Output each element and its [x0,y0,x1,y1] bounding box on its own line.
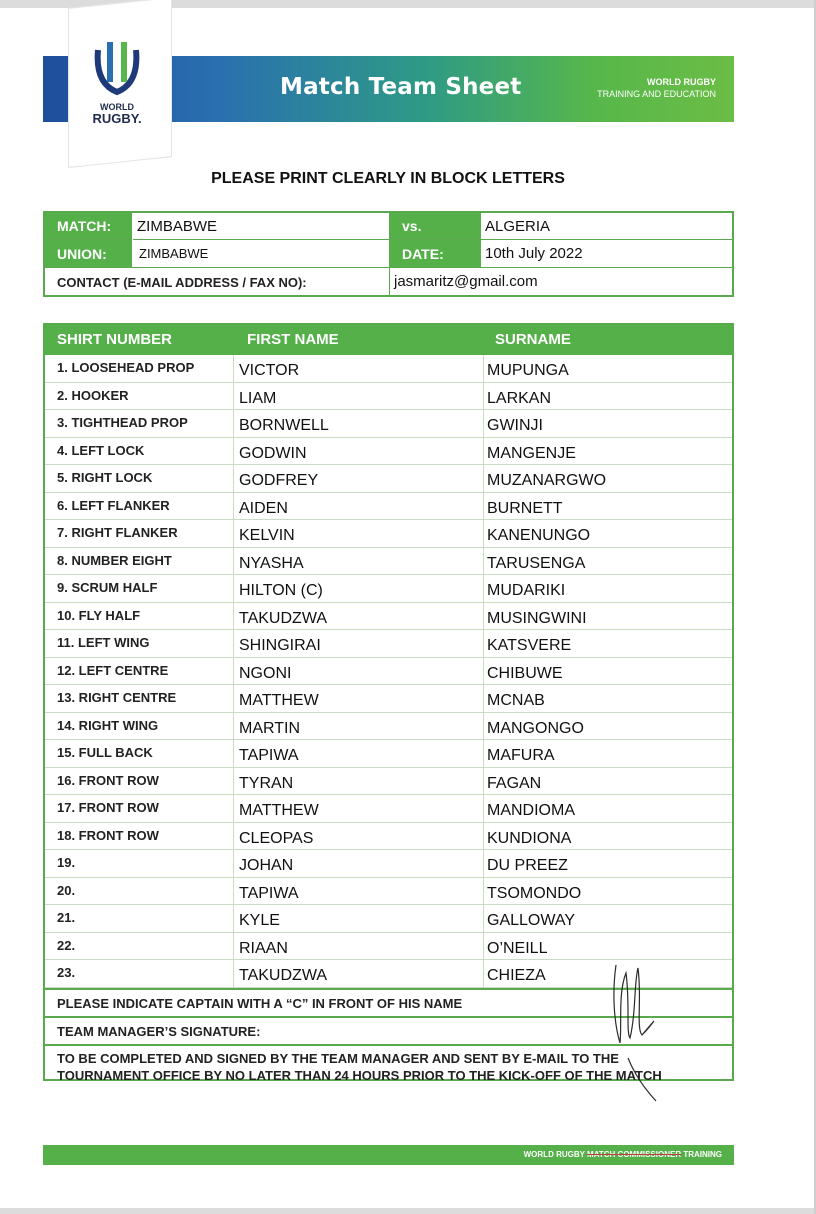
table-row [45,823,732,851]
table-row [45,383,732,411]
surname-cell[interactable]: MUSINGWINI [487,609,587,627]
shirt-number-cell: 14. RIGHT WING [57,717,159,733]
submission-line-2: TOURNAMENT OFFICE BY NO LATER THAN 24 HOURS PRIOR TO THE KICK-OFF OF THE MATCH [57,1068,662,1083]
surname-cell[interactable]: DU PREEZ [487,857,568,874]
surname-cell[interactable]: MANGENJE [487,444,576,462]
table-row [45,493,732,521]
surname-cell[interactable]: KATSVERE [487,637,572,654]
table-row [45,438,732,466]
footer-part-1: WORLD RUGBY [523,1150,588,1159]
first-name-cell[interactable]: MARTIN [239,719,301,737]
print-instruction: PLEASE PRINT CLEARLY IN BLOCK LETTERS [211,170,565,187]
submission-line-1: TO BE COMPLETED AND SIGNED BY THE TEAM MANAGER AND SENT BY E-MAIL TO THE [57,1051,619,1066]
first-name-cell[interactable]: GODFREY [239,472,319,489]
surname-cell[interactable]: MUPUNGA [487,362,569,379]
shirt-number-cell: 23. [57,965,76,980]
document-title: Match Team Sheet [280,74,522,100]
table-row [45,795,732,823]
table-row [45,850,732,878]
first-name-cell[interactable]: SHINGIRAI [239,637,321,654]
world-rugby-logo [86,42,148,138]
first-name-cell[interactable]: BORNWELL [239,417,329,434]
table-row [45,768,732,796]
first-name-cell[interactable]: MATTHEW [239,692,319,709]
table-row [45,658,732,686]
shirt-number-cell: 19. [57,855,76,870]
vs-field[interactable]: ALGERIA [485,217,551,235]
header-first-name: FIRST NAME [247,331,339,348]
rugby-posts-icon [92,42,142,98]
first-name-cell[interactable]: KELVIN [239,527,295,544]
shirt-number-cell: 16. FRONT ROW [57,772,159,788]
first-name-cell[interactable]: MATTHEW [239,802,319,819]
shirt-number-cell: 10. FLY HALF [57,607,141,623]
table-row [45,685,732,713]
surname-cell[interactable]: TARUSENGA [487,554,586,572]
surname-cell[interactable]: KANENUNGO [487,527,591,544]
shirt-number-cell: 20. [57,882,76,898]
surname-cell[interactable]: FAGAN [487,774,542,792]
date-label: DATE: [390,240,481,267]
captain-note: PLEASE INDICATE CAPTAIN WITH A “C” IN FRONT OF HIS NAME [45,988,732,1016]
roster-header [45,325,732,355]
shirt-number-cell: 2. HOOKER [57,387,129,403]
team-sheet-page [0,8,814,1208]
surname-cell[interactable]: KUNDIONA [487,829,572,847]
shirt-number-cell: 1. LOOSEHEAD PROP [57,360,195,375]
footer-bar [43,1145,734,1165]
surname-cell[interactable]: GALLOWAY [487,912,576,929]
contact-field[interactable]: jasmaritz@gmail.com [394,273,538,290]
vs-label: vs. [390,213,481,239]
match-label: MATCH: [45,213,132,239]
first-name-cell[interactable]: KYLE [239,912,280,929]
divider [132,213,133,267]
shirt-number-cell: 5. RIGHT LOCK [57,470,153,485]
shirt-number-cell: 22. [57,937,76,953]
table-row [45,520,732,548]
shirt-number-cell: 8. NUMBER EIGHT [57,552,172,568]
table-row [45,603,732,631]
first-name-cell[interactable]: AIDEN [239,499,288,517]
shirt-number-cell: 21. [57,910,76,925]
org-label [597,76,716,100]
table-row [45,740,732,768]
org-line-1: WORLD RUGBY [647,77,716,87]
table-row [45,713,732,741]
column-divider [483,355,484,988]
contact-label: CONTACT (E-MAIL ADDRESS / FAX NO): [57,275,307,290]
column-divider [233,355,234,988]
logo-word-2: RUGBY. [92,111,142,126]
first-name-cell[interactable]: NGONI [239,664,292,682]
surname-cell[interactable]: MANDIOMA [487,802,575,819]
shirt-number-cell: 6. LEFT FLANKER [57,497,170,513]
table-row [45,905,732,933]
shirt-number-cell: 9. SCRUM HALF [57,580,158,595]
first-name-cell[interactable]: RIAAN [239,939,288,957]
first-name-cell[interactable]: TYRAN [239,774,294,792]
handwritten-signature [608,963,668,1103]
footer-part-3: TRAINING [681,1150,722,1159]
union-field[interactable]: ZIMBABWE [139,246,209,261]
first-name-cell[interactable]: LIAM [239,389,277,407]
shirt-number-cell: 12. LEFT CENTRE [57,662,169,678]
table-row [45,410,732,438]
union-label: UNION: [45,240,132,267]
first-name-cell[interactable]: NYASHA [239,554,304,572]
surname-cell[interactable]: MANGONGO [487,719,584,737]
signature-label: TEAM MANAGER’S SIGNATURE: [45,1016,732,1044]
table-row [45,630,732,658]
surname-cell[interactable]: CHIEZA [487,967,546,984]
table-row [45,575,732,603]
shirt-number-cell: 4. LEFT LOCK [57,442,145,458]
first-name-cell[interactable]: TAPIWA [239,747,299,764]
first-name-cell[interactable]: VICTOR [239,362,300,379]
shirt-number-cell: 3. TIGHTHEAD PROP [57,415,188,430]
first-name-cell[interactable]: JOHAN [239,857,294,874]
table-row [45,355,732,383]
surname-cell[interactable]: MAFURA [487,747,555,764]
shirt-number-cell: 15. FULL BACK [57,745,153,760]
surname-cell[interactable]: TSOMONDO [487,884,582,902]
first-name-cell[interactable]: HILTON (C) [239,582,323,599]
footer-struck-text: MATCH COMMISSIONER [587,1150,682,1159]
table-row [45,548,732,576]
surname-cell[interactable]: LARKAN [487,389,552,407]
surname-cell[interactable]: GWINJI [487,417,543,434]
first-name-cell[interactable]: TAKUDZWA [239,609,327,627]
shirt-number-cell: 13. RIGHT CENTRE [57,690,177,705]
match-info-block [43,211,734,297]
surname-cell[interactable]: BURNETT [487,499,563,517]
table-row [45,933,732,961]
match-field[interactable]: ZIMBABWE [137,217,218,235]
surname-cell[interactable]: CHIBUWE [487,664,563,682]
first-name-cell[interactable]: TAPIWA [239,884,299,902]
surname-cell[interactable]: MCNAB [487,692,545,709]
shirt-number-cell: 11. LEFT WING [57,635,150,650]
surname-cell[interactable]: O’NEILL [487,939,548,957]
shirt-number-cell: 18. FRONT ROW [57,827,159,843]
footer-label [524,1150,722,1159]
first-name-cell[interactable]: TAKUDZWA [239,967,327,984]
header-surname: SURNAME [495,331,571,348]
first-name-cell[interactable]: GODWIN [239,444,307,462]
header-shirt-number: SHIRT NUMBER [57,331,172,348]
surname-cell[interactable]: MUDARIKI [487,582,566,599]
date-field[interactable]: 10th July 2022 [485,245,583,262]
surname-cell[interactable]: MUZANARGWO [487,472,607,489]
first-name-cell[interactable]: CLEOPAS [239,829,314,847]
org-line-2: TRAINING AND EDUCATION [597,89,716,99]
table-row [45,465,732,493]
logo-word-1: WORLD [100,102,134,112]
table-row [45,878,732,906]
shirt-number-cell: 7. RIGHT FLANKER [57,525,178,540]
shirt-number-cell: 17. FRONT ROW [57,800,159,815]
